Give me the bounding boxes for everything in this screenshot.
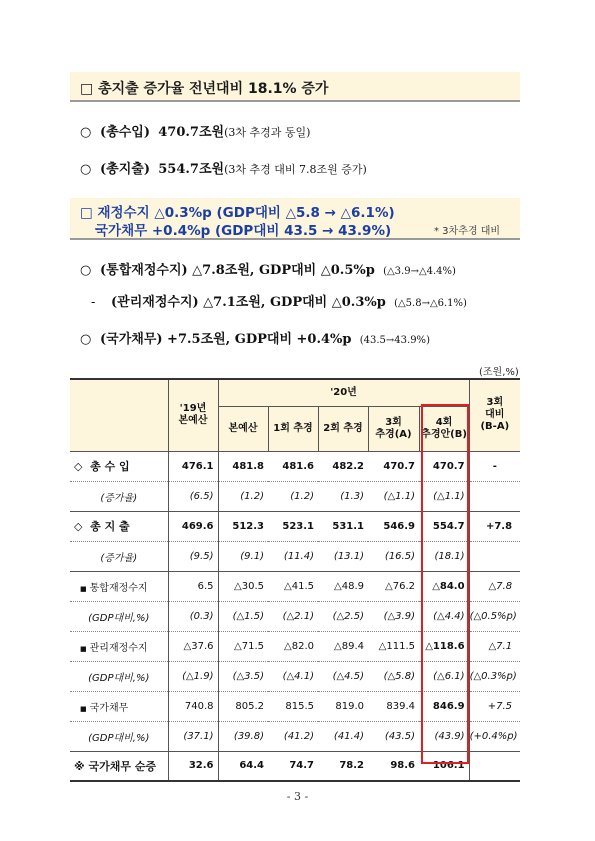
table-cell: (△5.8) <box>383 670 415 682</box>
row-label: (GDP대비,%) <box>70 721 168 751</box>
table-cell: (37.1) <box>168 721 218 751</box>
table-cell: △37.6 <box>168 631 218 661</box>
table-cell: (△0.3%p) <box>469 670 517 682</box>
table-cell: (11.4) <box>283 550 314 562</box>
table-row <box>70 481 520 511</box>
table-unit: (조원,%) <box>479 367 519 378</box>
table-cell: (6.5) <box>168 481 218 511</box>
table-cell: 470.7 <box>419 451 469 481</box>
header-supp-2: 2회 추경 <box>318 406 368 451</box>
table-cell: (△0.5%p) <box>469 610 517 622</box>
table-cell: (39.8) <box>233 730 264 742</box>
header-2020-budget: 본예산 <box>218 406 268 451</box>
table-cell: +7.5 <box>487 700 513 712</box>
table-cell: (41.4) <box>333 730 364 742</box>
dash-bullet-icon: - <box>91 295 96 310</box>
table-cell: 740.8 <box>168 691 218 721</box>
table-cell: (43.9) <box>419 721 469 751</box>
header-2020: '20년 <box>218 379 469 406</box>
table-cell: (18.1) <box>419 541 469 571</box>
header-2019-budget: '19년 본예산 <box>168 379 218 451</box>
table-cell: 481.8 <box>232 460 264 472</box>
table-cell: (1.2) <box>290 490 314 502</box>
row-label: ◇ 총 수 입 <box>70 451 168 481</box>
table-cell <box>469 541 520 571</box>
table-cell: +7.8 <box>485 520 513 532</box>
table-cell: △30.5 <box>234 580 264 592</box>
table-cell: (9.5) <box>168 541 218 571</box>
bullet-text: (관리재정수지) △7.1조원, GDP대비 △0.3%p <box>111 295 386 310</box>
bullet-note: (43.5→43.9%) <box>359 335 430 346</box>
table-cell: (△1.9) <box>168 661 218 691</box>
circle-bullet-icon: ○ <box>80 125 92 140</box>
table-cell: (1.2) <box>240 490 264 502</box>
table-cell: 805.2 <box>235 700 264 712</box>
bullet-label: (총지출) <box>100 162 150 177</box>
table-row <box>70 631 520 661</box>
table-cell: 476.1 <box>168 451 218 481</box>
table-row <box>70 511 520 541</box>
row-label: (증가율) <box>70 481 168 511</box>
header-supp-3: 3회 추경(A) <box>368 406 419 451</box>
row-label: (GDP대비,%) <box>70 601 168 631</box>
row-label: ■ 통합재정수지 <box>70 571 168 601</box>
section2-title-line1: □ 재정수지 △0.3%p (GDP대비 △5.8 → △6.1%) <box>80 205 395 221</box>
table-cell: (△1.5) <box>232 610 264 622</box>
table-cell: △48.9 <box>334 580 364 592</box>
bullet-text: (국가채무) +7.5조원, GDP대비 +0.4%p <box>100 332 352 347</box>
circle-bullet-icon: ○ <box>80 263 92 278</box>
bullet-value: 554.7조원 <box>158 162 225 177</box>
row-label: (증가율) <box>70 541 168 571</box>
table-cell: 74.7 <box>289 760 314 772</box>
header-supp-4: 4회 추경안(B) <box>419 406 469 451</box>
bullet-label: (총수입) <box>100 125 150 140</box>
section2-title-line2: 국가채무 +0.4%p (GDP대비 43.5 → 43.9%) <box>95 223 392 239</box>
bullet-note: (3차 추경과 동일) <box>224 126 311 139</box>
table-cell: △76.2 <box>385 580 415 592</box>
table-cell: 815.5 <box>285 700 314 712</box>
table-cell: (△2.5) <box>332 610 364 622</box>
table-cell: 106.1 <box>419 751 469 781</box>
table-cell <box>469 481 520 511</box>
bullet-note: (△5.8→△6.1%) <box>394 298 467 309</box>
table-row <box>70 541 520 571</box>
table-cell: (0.3) <box>168 601 218 631</box>
table-cell: 554.7 <box>419 511 469 541</box>
bullet-national-debt <box>80 328 430 347</box>
circle-bullet-icon: ○ <box>80 332 92 347</box>
table-cell: △84.0 <box>419 571 469 601</box>
table-cell: 6.5 <box>168 571 218 601</box>
bullet-total-expenditure <box>80 158 367 177</box>
bullet-total-revenue <box>80 121 310 140</box>
table-cell: 839.4 <box>386 700 415 712</box>
table-cell: 32.6 <box>168 751 218 781</box>
table-cell: (43.5) <box>384 730 415 742</box>
table-cell: (+0.4%p) <box>469 730 518 742</box>
table-cell: △41.5 <box>284 580 314 592</box>
header-corner <box>70 379 168 451</box>
table-cell: △7.1 <box>488 640 513 652</box>
table-cell: (9.1) <box>240 550 264 562</box>
table-cell: 819.0 <box>335 700 364 712</box>
table-cell: △89.4 <box>334 640 364 652</box>
table-cell: (△3.9) <box>383 610 415 622</box>
table-cell: (△1.1) <box>419 481 469 511</box>
bullet-managed-balance <box>91 291 467 310</box>
bullet-value: 470.7조원 <box>158 125 225 140</box>
row-label: (GDP대비,%) <box>70 661 168 691</box>
table-cell: (△6.1) <box>419 661 469 691</box>
table-cell: (△4.5) <box>332 670 364 682</box>
row-label: ※ 국가채무 순증 <box>70 751 168 781</box>
bullet-text: (통합재정수지) △7.8조원, GDP대비 △0.5%p <box>100 263 375 278</box>
table-cell: 78.2 <box>339 760 364 772</box>
table-cell: 512.3 <box>232 520 264 532</box>
table-cell: △82.0 <box>284 640 314 652</box>
row-label: ■ 국가채무 <box>70 691 168 721</box>
table-cell: 523.1 <box>282 520 314 532</box>
table-cell: △118.6 <box>419 631 469 661</box>
table-cell: 469.6 <box>168 511 218 541</box>
header-diff: 3회 대비 (B-A) <box>469 379 520 451</box>
section1-title: □ 총지출 증가율 전년대비 18.1% 증가 <box>80 81 329 97</box>
bullet-integrated-balance <box>80 259 456 278</box>
table-cell: △111.5 <box>378 640 415 652</box>
table-row <box>70 601 520 631</box>
table-row <box>70 571 520 601</box>
table-cell: 64.4 <box>239 760 264 772</box>
table-row <box>70 721 520 751</box>
circle-bullet-icon: ○ <box>80 162 92 177</box>
table-cell <box>469 751 520 781</box>
bullet-note: (3차 추경 대비 7.8조원 증가) <box>224 163 367 176</box>
table-cell: (△3.5) <box>232 670 264 682</box>
table-cell: 846.9 <box>419 691 469 721</box>
page-number: - 3 - <box>286 790 309 803</box>
table-cell: - <box>492 460 497 472</box>
row-label: ■ 관리재정수지 <box>70 631 168 661</box>
fiscal-table <box>70 378 520 782</box>
table-cell: (16.5) <box>384 550 415 562</box>
table-cell: 482.2 <box>332 460 364 472</box>
section2-note: * 3차추경 대비 <box>434 226 501 237</box>
table-cell: △71.5 <box>234 640 264 652</box>
row-label: ◇ 총 지 출 <box>70 511 168 541</box>
bullet-note: (△3.9→△4.4%) <box>383 266 456 277</box>
header-supp-1: 1회 추경 <box>268 406 318 451</box>
table-cell: (△4.1) <box>282 670 314 682</box>
table-cell: (△4.4) <box>419 601 469 631</box>
table-cell: (1.3) <box>340 490 364 502</box>
table-cell: (△1.1) <box>383 490 415 502</box>
table-cell: △7.8 <box>488 580 513 592</box>
table-row <box>70 691 520 721</box>
table-row <box>70 661 520 691</box>
table-cell: 531.1 <box>332 520 364 532</box>
table-row <box>70 451 520 481</box>
table-cell: 546.9 <box>383 520 415 532</box>
table-cell: (△2.1) <box>282 610 314 622</box>
table-cell: (13.1) <box>333 550 364 562</box>
table-cell: (41.2) <box>283 730 314 742</box>
table-cell: 98.6 <box>390 760 415 772</box>
table-cell: 470.7 <box>383 460 415 472</box>
table-row <box>70 751 520 781</box>
table-cell: 481.6 <box>282 460 314 472</box>
